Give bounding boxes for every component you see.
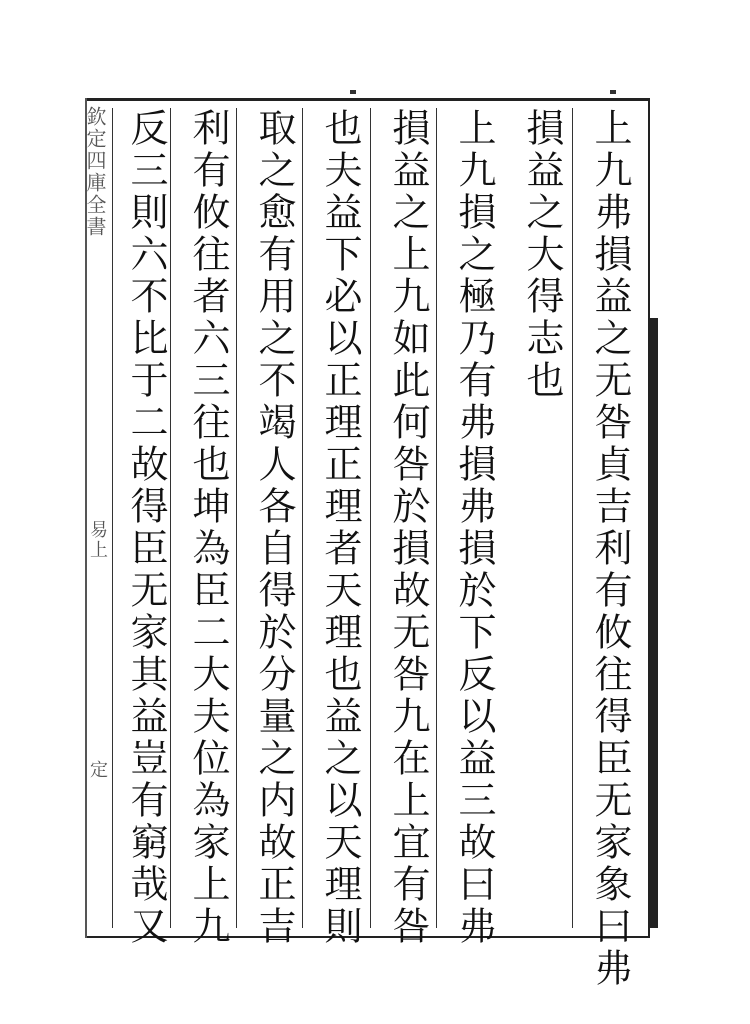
text-column-2: 損益之大得志也 [520, 108, 564, 402]
text-column-1: 上九弗損益之无咎貞吉利有攸往得臣无家象曰弗 [588, 108, 632, 990]
column-rule [370, 108, 371, 928]
top-tick-mark [350, 90, 356, 94]
text-column-6: 取之愈有用之不竭人各自得於分量之内故正吉 [252, 108, 296, 948]
column-rule [572, 108, 573, 928]
text-column-4: 損益之上九如此何咎於損故无咎九在上宜有咎 [386, 108, 430, 948]
text-column-5: 也夫益下必以正理正理者天理也益之以天理則 [318, 108, 362, 948]
margin-section-label: 易上 [87, 520, 108, 560]
page-edge-shadow [650, 318, 658, 928]
top-tick-mark [610, 90, 616, 94]
text-column-7: 利有攸往者六三往也坤為臣二大夫位為家上九 [186, 108, 230, 948]
margin-page-marker: 定 [87, 760, 108, 780]
text-column-3: 上九損之極乃有弗損弗損於下反以益三故曰弗 [452, 108, 496, 948]
column-rule [112, 108, 113, 928]
text-column-8: 反三則六不比于二故得臣无家其益豈有窮哉又 [124, 108, 168, 948]
margin-book-title: 欽定四庫全書 [83, 106, 107, 238]
